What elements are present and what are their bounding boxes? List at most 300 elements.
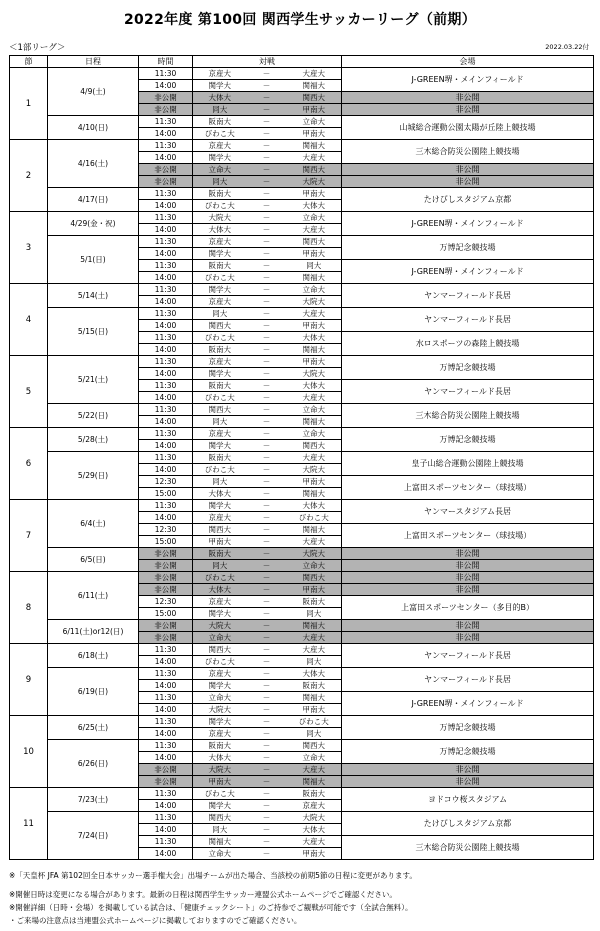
date-cell: 5/22(日) xyxy=(48,404,139,428)
away-team: 大産大 xyxy=(287,392,342,404)
away-team: 大院大 xyxy=(287,296,342,308)
venue-cell: 万博記念競技場 xyxy=(342,716,594,740)
away-team: 大院大 xyxy=(287,548,342,560)
away-team: 甲南大 xyxy=(287,356,342,368)
vs-mark: － xyxy=(247,416,287,428)
date-cell: 6/25(土) xyxy=(48,716,139,740)
time-cell: 14:00 xyxy=(139,80,193,92)
away-team: 同大 xyxy=(287,728,342,740)
time-cell: 14:00 xyxy=(139,128,193,140)
time-cell: 11:30 xyxy=(139,356,193,368)
header-time: 時間 xyxy=(139,56,193,68)
vs-mark: － xyxy=(247,656,287,668)
home-team: 関西大 xyxy=(193,320,247,332)
table-row xyxy=(10,68,594,80)
time-cell: 11:30 xyxy=(139,380,193,392)
table-row xyxy=(10,500,594,512)
schedule-table xyxy=(9,55,594,860)
section-cell: 10 xyxy=(10,716,48,788)
home-team: 大体大 xyxy=(193,752,247,764)
away-team: 大院大 xyxy=(287,368,342,380)
home-team: びわこ大 xyxy=(193,572,247,584)
vs-mark: － xyxy=(247,200,287,212)
vs-mark: － xyxy=(247,164,287,176)
date-cell: 6/4(土) xyxy=(48,500,139,548)
home-team: 大院大 xyxy=(193,620,247,632)
home-team: 同大 xyxy=(193,476,247,488)
vs-mark: － xyxy=(247,584,287,596)
vs-mark: － xyxy=(247,560,287,572)
away-team: 大産大 xyxy=(287,536,342,548)
time-cell: 14:00 xyxy=(139,272,193,284)
date-cell: 4/9(土) xyxy=(48,68,139,116)
home-team: びわこ大 xyxy=(193,464,247,476)
away-team: 立命大 xyxy=(287,212,342,224)
away-team: 甲南大 xyxy=(287,188,342,200)
vs-mark: － xyxy=(247,128,287,140)
time-cell: 14:00 xyxy=(139,224,193,236)
away-team: 同大 xyxy=(287,260,342,272)
time-cell: 非公開 xyxy=(139,560,193,572)
vs-mark: － xyxy=(247,140,287,152)
date-cell: 6/5(日) xyxy=(48,548,139,572)
section-cell: 2 xyxy=(10,140,48,212)
time-cell: 11:30 xyxy=(139,692,193,704)
section-cell: 3 xyxy=(10,212,48,284)
away-team: 大体大 xyxy=(287,500,342,512)
time-cell: 11:30 xyxy=(139,716,193,728)
section-cell: 8 xyxy=(10,572,48,644)
away-team: 甲南大 xyxy=(287,848,342,860)
home-team: 関学大 xyxy=(193,500,247,512)
table-row xyxy=(10,548,594,560)
time-cell: 11:30 xyxy=(139,812,193,824)
venue-cell: ヨドコウ桜スタジアム xyxy=(342,788,594,812)
vs-mark: － xyxy=(247,344,287,356)
away-team: 関福大 xyxy=(287,488,342,500)
page-title: 2022年度 第100回 関西学生サッカーリーグ（前期） xyxy=(123,12,477,28)
away-team: 関福大 xyxy=(287,344,342,356)
venue-cell: 非公開 xyxy=(342,548,594,560)
time-cell: 11:30 xyxy=(139,404,193,416)
date-cell: 4/29(金・祝) xyxy=(48,212,139,236)
vs-mark: － xyxy=(247,224,287,236)
time-cell: 14:00 xyxy=(139,848,193,860)
venue-cell: 山城総合運動公園太陽が丘陸上競技場 xyxy=(342,116,594,140)
away-team: 甲南大 xyxy=(287,320,342,332)
vs-mark: － xyxy=(247,692,287,704)
venue-cell: J-GREEN堺・メインフィールド xyxy=(342,260,594,284)
time-cell: 12:30 xyxy=(139,596,193,608)
venue-cell: 上富田スポーツセンター（球技場） xyxy=(342,524,594,548)
home-team: 阪南大 xyxy=(193,344,247,356)
away-team: 甲南大 xyxy=(287,476,342,488)
away-team: 阪南大 xyxy=(287,596,342,608)
home-team: 関学大 xyxy=(193,284,247,296)
vs-mark: － xyxy=(247,176,287,188)
vs-mark: － xyxy=(247,392,287,404)
time-cell: 11:30 xyxy=(139,644,193,656)
vs-mark: － xyxy=(247,356,287,368)
home-team: 同大 xyxy=(193,824,247,836)
time-cell: 11:30 xyxy=(139,668,193,680)
time-cell: 14:00 xyxy=(139,296,193,308)
vs-mark: － xyxy=(247,716,287,728)
venue-cell: 万博記念競技場 xyxy=(342,740,594,764)
vs-mark: － xyxy=(247,68,287,80)
time-cell: 14:00 xyxy=(139,800,193,812)
venue-cell: 非公開 xyxy=(342,776,594,788)
home-team: 京産大 xyxy=(193,356,247,368)
away-team: 関西大 xyxy=(287,572,342,584)
time-cell: 15:00 xyxy=(139,608,193,620)
time-cell: 15:00 xyxy=(139,536,193,548)
time-cell: 11:30 xyxy=(139,260,193,272)
away-team: 関福大 xyxy=(287,80,342,92)
away-team: 大産大 xyxy=(287,152,342,164)
away-team: 立命大 xyxy=(287,752,342,764)
date-cell: 6/11(土) xyxy=(48,572,139,620)
vs-mark: － xyxy=(247,848,287,860)
revision-date: 2022.03.22付 xyxy=(545,43,589,51)
table-row xyxy=(10,188,594,200)
home-team: びわこ大 xyxy=(193,200,247,212)
away-team: 立命大 xyxy=(287,284,342,296)
vs-mark: － xyxy=(247,152,287,164)
home-team: 関学大 xyxy=(193,80,247,92)
table-row xyxy=(10,116,594,128)
time-cell: 12:30 xyxy=(139,476,193,488)
venue-cell: 万博記念競技場 xyxy=(342,236,594,260)
home-team: 関学大 xyxy=(193,608,247,620)
away-team: 大産大 xyxy=(287,632,342,644)
table-row xyxy=(10,572,594,584)
home-team: 関西大 xyxy=(193,524,247,536)
time-cell: 11:30 xyxy=(139,212,193,224)
vs-mark: － xyxy=(247,212,287,224)
away-team: 大産大 xyxy=(287,764,342,776)
vs-mark: － xyxy=(247,824,287,836)
away-team: 立命大 xyxy=(287,404,342,416)
home-team: 大体大 xyxy=(193,584,247,596)
schedule-body xyxy=(10,68,594,860)
time-cell: 14:00 xyxy=(139,656,193,668)
vs-mark: － xyxy=(247,116,287,128)
home-team: 関西大 xyxy=(193,404,247,416)
note-4: ・ご来場の注意点は当連盟公式ホームページに掲載しておりますのでご確認ください。 xyxy=(9,916,302,925)
vs-mark: － xyxy=(247,260,287,272)
home-team: 大体大 xyxy=(193,92,247,104)
venue-cell: 上富田スポーツセンター（多目的B） xyxy=(342,596,594,620)
vs-mark: － xyxy=(247,524,287,536)
table-row xyxy=(10,716,594,728)
home-team: 京産大 xyxy=(193,428,247,440)
vs-mark: － xyxy=(247,284,287,296)
away-team: 阪南大 xyxy=(287,680,342,692)
away-team: 大院大 xyxy=(287,812,342,824)
time-cell: 14:00 xyxy=(139,440,193,452)
time-cell: 非公開 xyxy=(139,632,193,644)
vs-mark: － xyxy=(247,272,287,284)
home-team: 関西大 xyxy=(193,644,247,656)
away-team: 大産大 xyxy=(287,452,342,464)
venue-cell: J-GREEN堺・メインフィールド xyxy=(342,68,594,92)
time-cell: 11:30 xyxy=(139,740,193,752)
date-cell: 5/21(土) xyxy=(48,356,139,404)
away-team: 甲南大 xyxy=(287,584,342,596)
time-cell: 11:30 xyxy=(139,452,193,464)
vs-mark: － xyxy=(247,404,287,416)
vs-mark: － xyxy=(247,728,287,740)
table-row xyxy=(10,284,594,296)
time-cell: 非公開 xyxy=(139,176,193,188)
home-team: びわこ大 xyxy=(193,272,247,284)
time-cell: 11:30 xyxy=(139,116,193,128)
home-team: 甲南大 xyxy=(193,776,247,788)
away-team: 同大 xyxy=(287,608,342,620)
table-header-row xyxy=(10,56,594,68)
away-team: 大体大 xyxy=(287,332,342,344)
time-cell: 12:30 xyxy=(139,524,193,536)
time-cell: 非公開 xyxy=(139,620,193,632)
venue-cell: ヤンマーフィールド長居 xyxy=(342,644,594,668)
venue-cell: ヤンマースタジアム長居 xyxy=(342,500,594,524)
home-team: 京産大 xyxy=(193,236,247,248)
vs-mark: － xyxy=(247,320,287,332)
home-team: 京産大 xyxy=(193,68,247,80)
venue-cell: ヤンマーフィールド長居 xyxy=(342,380,594,404)
venue-cell: 万博記念競技場 xyxy=(342,356,594,380)
time-cell: 14:00 xyxy=(139,152,193,164)
venue-cell: ヤンマーフィールド長居 xyxy=(342,668,594,692)
vs-mark: － xyxy=(247,296,287,308)
table-row xyxy=(10,356,594,368)
time-cell: 非公開 xyxy=(139,92,193,104)
home-team: 京産大 xyxy=(193,668,247,680)
time-cell: 11:30 xyxy=(139,236,193,248)
section-cell: 5 xyxy=(10,356,48,428)
home-team: 京産大 xyxy=(193,728,247,740)
section-cell: 11 xyxy=(10,788,48,860)
away-team: 関福大 xyxy=(287,524,342,536)
home-team: 京産大 xyxy=(193,512,247,524)
home-team: 関学大 xyxy=(193,800,247,812)
away-team: 立命大 xyxy=(287,428,342,440)
home-team: 関学大 xyxy=(193,152,247,164)
table-row xyxy=(10,812,594,824)
time-cell: 14:00 xyxy=(139,704,193,716)
venue-cell: 非公開 xyxy=(342,584,594,596)
time-cell: 11:30 xyxy=(139,332,193,344)
date-cell: 5/14(土) xyxy=(48,284,139,308)
table-row xyxy=(10,740,594,752)
vs-mark: － xyxy=(247,512,287,524)
time-cell: 非公開 xyxy=(139,572,193,584)
date-cell: 5/15(日) xyxy=(48,308,139,356)
vs-mark: － xyxy=(247,644,287,656)
away-team: 甲南大 xyxy=(287,104,342,116)
home-team: 関西大 xyxy=(193,812,247,824)
vs-mark: － xyxy=(247,92,287,104)
away-team: 大院大 xyxy=(287,176,342,188)
date-cell: 5/29(日) xyxy=(48,452,139,500)
time-cell: 14:00 xyxy=(139,248,193,260)
time-cell: 14:00 xyxy=(139,728,193,740)
home-team: 同大 xyxy=(193,560,247,572)
time-cell: 非公開 xyxy=(139,164,193,176)
vs-mark: － xyxy=(247,536,287,548)
notes xyxy=(9,869,417,927)
date-cell: 6/11(土)or12(日) xyxy=(48,620,139,644)
home-team: 立命大 xyxy=(193,692,247,704)
home-team: びわこ大 xyxy=(193,332,247,344)
vs-mark: － xyxy=(247,428,287,440)
table-row xyxy=(10,644,594,656)
vs-mark: － xyxy=(247,620,287,632)
home-team: 立命大 xyxy=(193,632,247,644)
table-row xyxy=(10,404,594,416)
date-cell: 7/24(日) xyxy=(48,812,139,860)
home-team: 京産大 xyxy=(193,296,247,308)
time-cell: 14:00 xyxy=(139,464,193,476)
home-team: 阪南大 xyxy=(193,380,247,392)
vs-mark: － xyxy=(247,488,287,500)
venue-cell: 非公開 xyxy=(342,104,594,116)
vs-mark: － xyxy=(247,704,287,716)
vs-mark: － xyxy=(247,236,287,248)
away-team: 関福大 xyxy=(287,620,342,632)
header-match: 対戦 xyxy=(193,56,342,68)
venue-cell: 非公開 xyxy=(342,164,594,176)
venue-cell: 三木総合防災公園陸上競技場 xyxy=(342,140,594,164)
home-team: 大体大 xyxy=(193,224,247,236)
vs-mark: － xyxy=(247,380,287,392)
venue-cell: 非公開 xyxy=(342,620,594,632)
home-team: びわこ大 xyxy=(193,656,247,668)
away-team: 京産大 xyxy=(287,800,342,812)
time-cell: 14:00 xyxy=(139,320,193,332)
venue-cell: たけびしスタジアム京都 xyxy=(342,188,594,212)
away-team: 甲南大 xyxy=(287,704,342,716)
vs-mark: － xyxy=(247,188,287,200)
time-cell: 11:30 xyxy=(139,188,193,200)
table-row xyxy=(10,620,594,632)
away-team: 大産大 xyxy=(287,68,342,80)
date-cell: 7/23(土) xyxy=(48,788,139,812)
time-cell: 11:30 xyxy=(139,68,193,80)
date-cell: 4/16(土) xyxy=(48,140,139,188)
date-cell: 5/1(日) xyxy=(48,236,139,284)
header-date: 日程 xyxy=(48,56,139,68)
away-team: 甲南大 xyxy=(287,128,342,140)
section-cell: 4 xyxy=(10,284,48,356)
venue-cell: 非公開 xyxy=(342,560,594,572)
vs-mark: － xyxy=(247,740,287,752)
date-cell: 6/19(日) xyxy=(48,668,139,716)
vs-mark: － xyxy=(247,632,287,644)
time-cell: 14:00 xyxy=(139,512,193,524)
time-cell: 14:00 xyxy=(139,392,193,404)
home-team: 京産大 xyxy=(193,140,247,152)
away-team: 大体大 xyxy=(287,200,342,212)
time-cell: 14:00 xyxy=(139,200,193,212)
time-cell: 15:00 xyxy=(139,488,193,500)
home-team: 阪南大 xyxy=(193,452,247,464)
home-team: 関学大 xyxy=(193,680,247,692)
table-row xyxy=(10,428,594,440)
away-team: 大体大 xyxy=(287,668,342,680)
time-cell: 非公開 xyxy=(139,104,193,116)
section-cell: 1 xyxy=(10,68,48,140)
time-cell: 非公開 xyxy=(139,764,193,776)
time-cell: 14:00 xyxy=(139,752,193,764)
home-team: 関学大 xyxy=(193,716,247,728)
venue-cell: 非公開 xyxy=(342,764,594,776)
date-cell: 6/18(土) xyxy=(48,644,139,668)
home-team: 関学大 xyxy=(193,248,247,260)
away-team: びわこ大 xyxy=(287,512,342,524)
away-team: 大体大 xyxy=(287,380,342,392)
away-team: 立命大 xyxy=(287,560,342,572)
table-row xyxy=(10,140,594,152)
home-team: 同大 xyxy=(193,308,247,320)
time-cell: 11:30 xyxy=(139,788,193,800)
away-team: 関福大 xyxy=(287,416,342,428)
away-team: 大産大 xyxy=(287,224,342,236)
vs-mark: － xyxy=(247,752,287,764)
table-row xyxy=(10,452,594,464)
away-team: 大産大 xyxy=(287,644,342,656)
home-team: 立命大 xyxy=(193,848,247,860)
time-cell: 14:00 xyxy=(139,344,193,356)
vs-mark: － xyxy=(247,80,287,92)
away-team: 大産大 xyxy=(287,836,342,848)
vs-mark: － xyxy=(247,788,287,800)
vs-mark: － xyxy=(247,608,287,620)
time-cell: 11:30 xyxy=(139,836,193,848)
section-cell: 6 xyxy=(10,428,48,500)
venue-cell: 三木総合防災公園陸上競技場 xyxy=(342,404,594,428)
away-team: 大産大 xyxy=(287,308,342,320)
away-team: 甲南大 xyxy=(287,248,342,260)
venue-cell: たけびしスタジアム京都 xyxy=(342,812,594,836)
time-cell: 14:00 xyxy=(139,824,193,836)
table-row xyxy=(10,236,594,248)
away-team: 関福大 xyxy=(287,140,342,152)
home-team: 大体大 xyxy=(193,488,247,500)
home-team: 関福大 xyxy=(193,836,247,848)
venue-cell: 三木総合防災公園陸上競技場 xyxy=(342,836,594,860)
time-cell: 14:00 xyxy=(139,416,193,428)
venue-cell: 非公開 xyxy=(342,572,594,584)
venue-cell: 非公開 xyxy=(342,92,594,104)
vs-mark: － xyxy=(247,440,287,452)
home-team: 甲南大 xyxy=(193,536,247,548)
vs-mark: － xyxy=(247,476,287,488)
away-team: 関西大 xyxy=(287,236,342,248)
venue-cell: 皇子山総合運動公園陸上競技場 xyxy=(342,452,594,476)
vs-mark: － xyxy=(247,464,287,476)
away-team: びわこ大 xyxy=(287,716,342,728)
away-team: 関福大 xyxy=(287,776,342,788)
venue-cell: 非公開 xyxy=(342,176,594,188)
venue-cell: J-GREEN堺・メインフィールド xyxy=(342,692,594,716)
away-team: 大院大 xyxy=(287,464,342,476)
home-team: 同大 xyxy=(193,104,247,116)
vs-mark: － xyxy=(247,596,287,608)
vs-mark: － xyxy=(247,308,287,320)
time-cell: 11:30 xyxy=(139,140,193,152)
